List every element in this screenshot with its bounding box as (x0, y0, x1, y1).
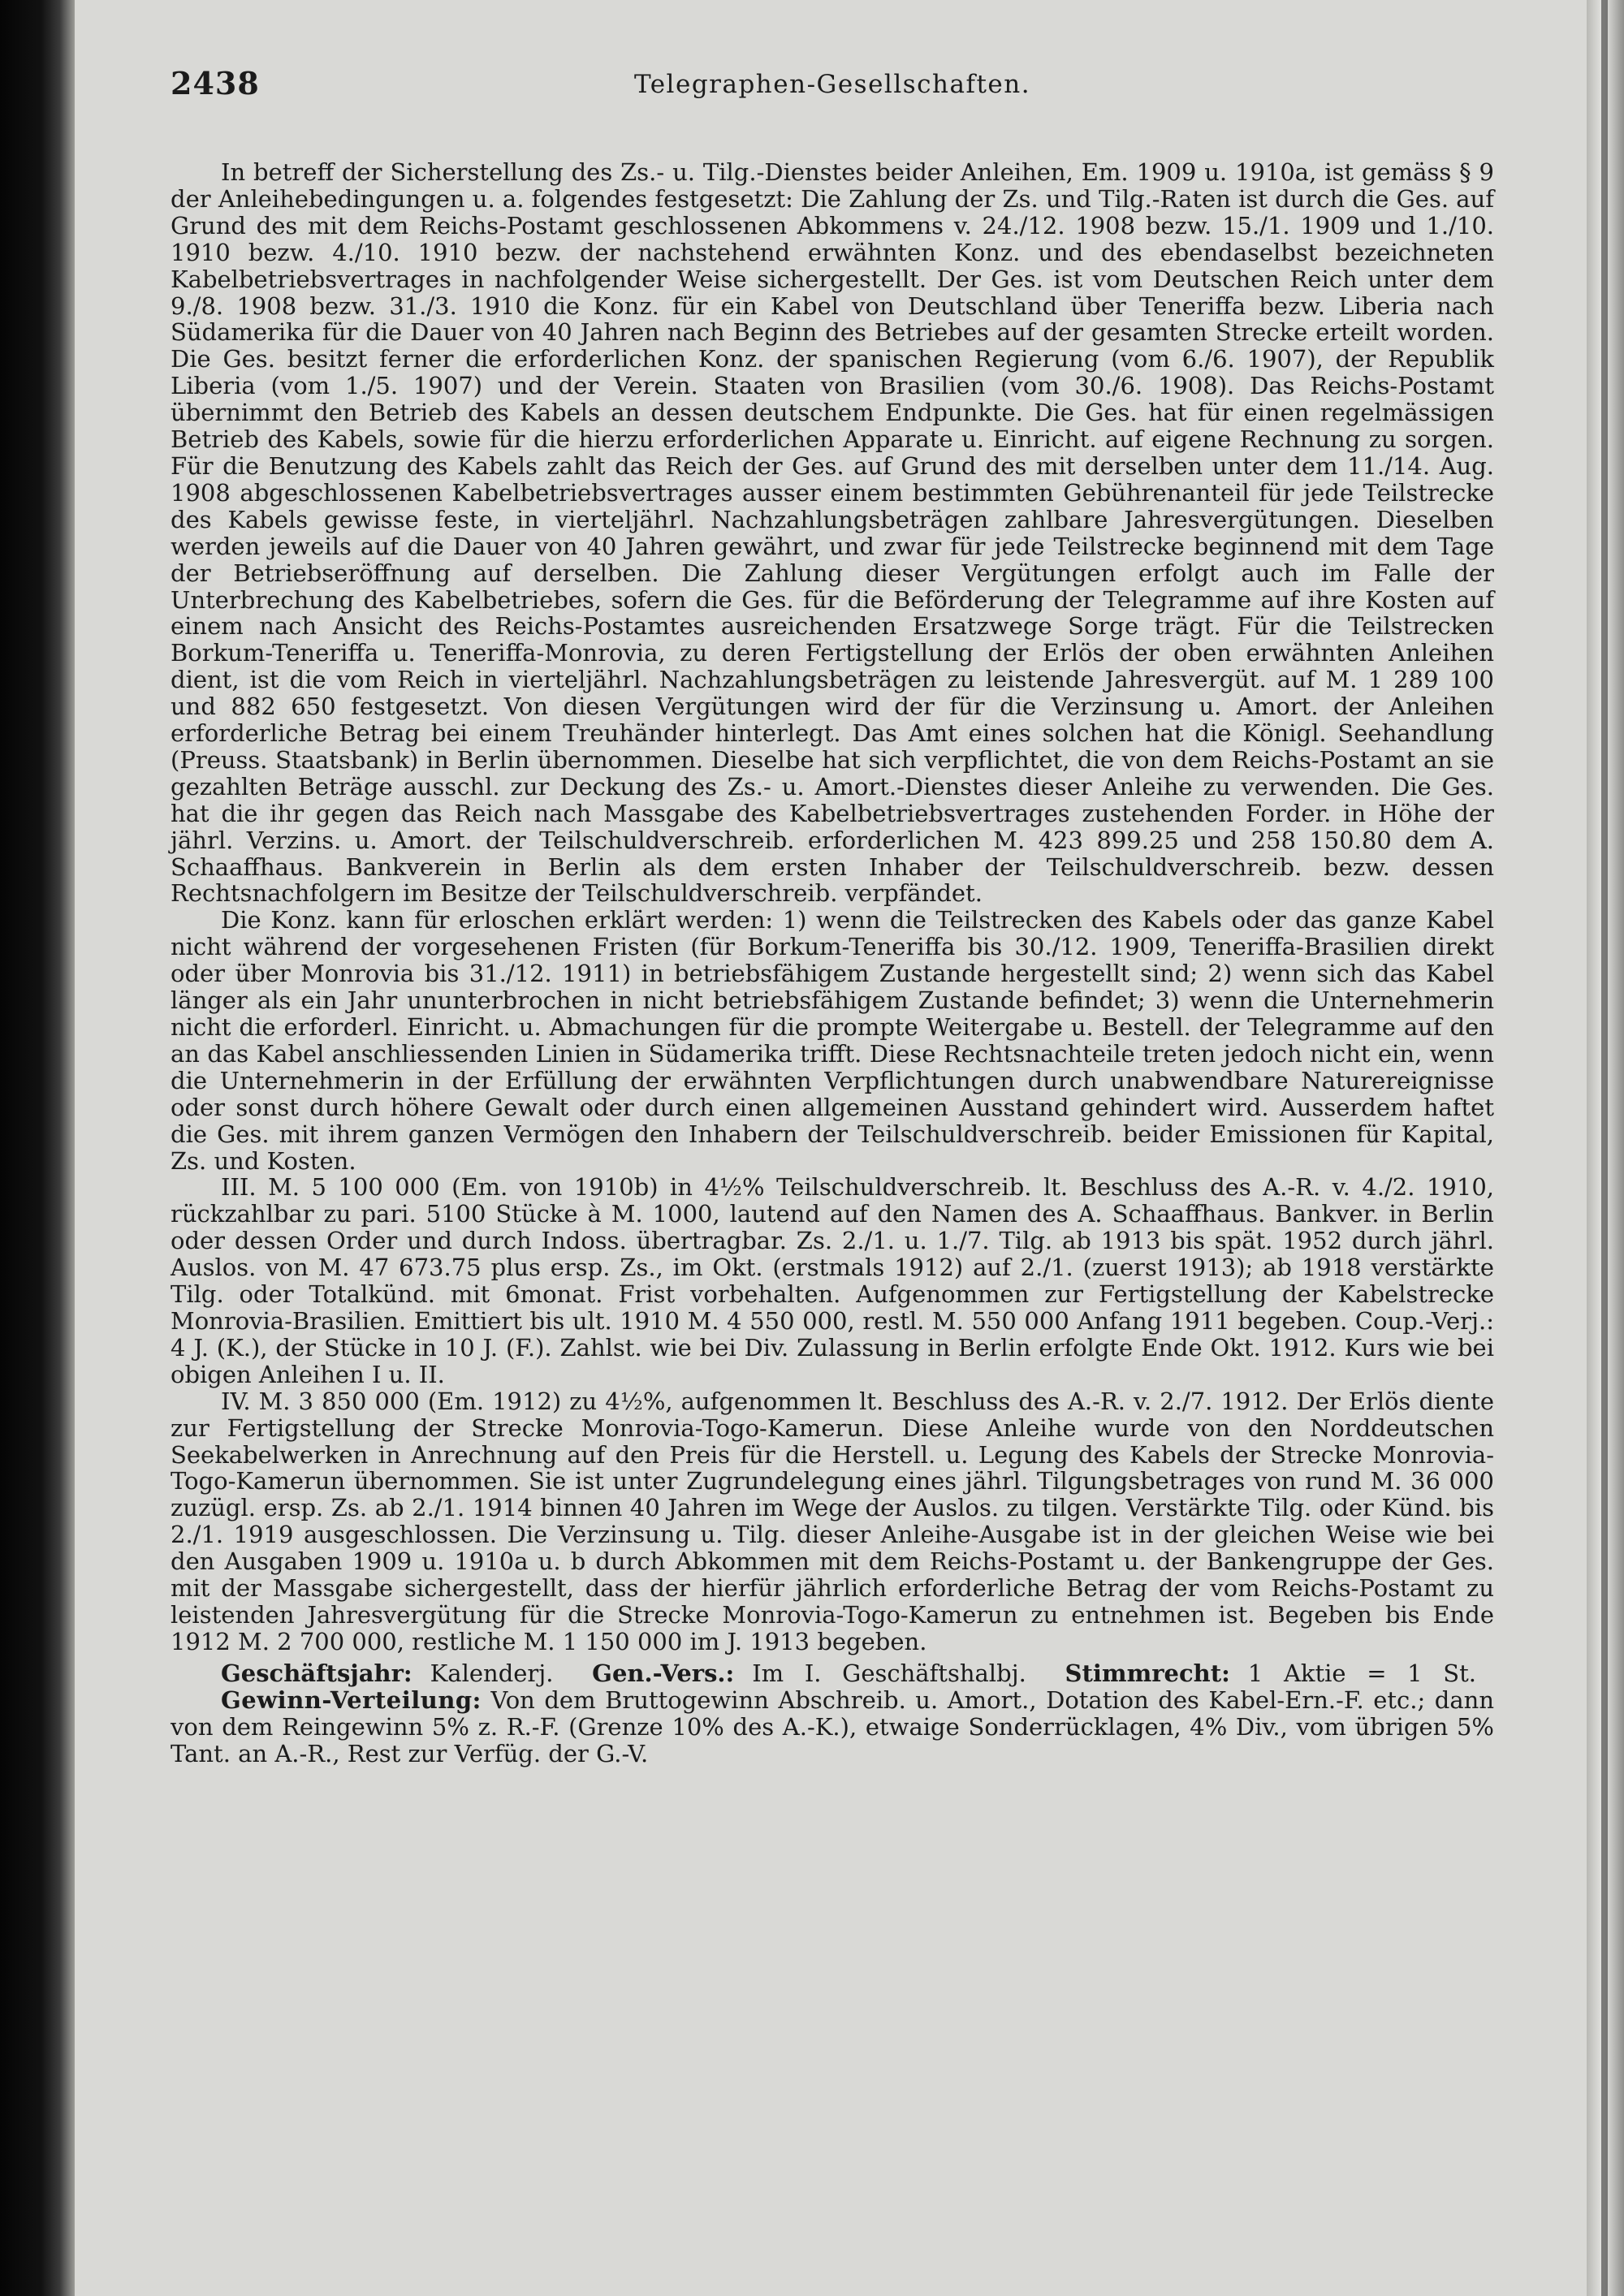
running-head (171, 65, 1494, 114)
gewinn-verteilung (171, 1687, 1494, 1767)
paragraph-anleihe-iv: IV. M. 3 850 000 (Em. 1912) zu 4½%, aufgenommen lt. Beschluss des A.-R. v. 2./7. 1912. Der Erlös diente zur Fertigstellung der Strecke Monrovia-Togo-Kamerun. Diese Anleihe wurde von den Norddeutschen Seekabelwerken in Anrechnung auf den Preis für die Herstell. u. Legung des Kabels der Strecke Monrovia-Togo-Kamerun übernommen. Sie ist unter Zugrundelegung eines jährl. Tilgungsbetrages von rund M. 36 000 zuzügl. ersp. Zs. ab 2./1. 1914 binnen 40 Jahren im Wege der Auslos. zu tilgen. Verstärkte Tilg. oder Künd. bis 2./1. 1919 ausgeschlossen. Die Verzinsung u. Tilg. dieser Anleihe-Ausgabe ist in der gleichen Weise wie bei den Ausgaben 1909 u. 1910a u. b durch Abkommen mit dem Reichs-Postamt u. der Bankengruppe der Ges. mit der Massgabe sichergestellt, dass der hierfür jährlich erforderliche Betrag der vom Reichs-Postamt zu leistenden Jahresvergütung für die Strecke Monrovia-Togo-Kamerun zu entnehmen ist. Begeben bis Ende 1912 M. 2 700 000, restliche M. 1 150 000 im J. 1913 begeben. (171, 1387, 1494, 1655)
running-title: Telegraphen-Gesellschaften. (633, 70, 1031, 99)
document-page (171, 65, 1494, 1767)
geschaeftsjahr-value: Kalenderj. (430, 1659, 554, 1687)
scan-binding-shadow (0, 0, 75, 2296)
stimmrecht-label: Stimmrecht: (1065, 1659, 1230, 1687)
paragraph-sicherstellung: In betreff der Sicherstellung des Zs.- u. Tilg.-Dienstes beider Anleihen, Em. 1909 u. 1910a, ist gemäss § 9 der Anleihebedingungen u. a. folgendes festgesetzt: Die Zahlung der Zs. und Tilg.-Raten ist durch die Ges. auf Grund des mit dem Reichs-Postamt geschlossenen Abkommens v. 24./12. 1908 bezw. 15./1. 1909 und 1./10. 1910 bezw. 4./10. 1910 bezw. der nachstehend erwähnten Konz. und des ebendaselbst bezeichneten Kabelbetriebsvertrages in nachfolgender Weise sichergestellt. Der Ges. ist vom Deutschen Reich unter dem 9./8. 1908 bezw. 31./3. 1910 die Konz. für ein Kabel von Deutschland über Teneriffa bezw. Liberia nach Südamerika für die Dauer von 40 Jahren nach Beginn des Betriebes auf der gesamten Strecke erteilt worden. Die Ges. besitzt ferner die erforderlichen Konz. der spanischen Regierung (vom 6./6. 1907), der Republik Liberia (vom 1./5. 1907) und der Verein. Staaten von Brasilien (vom 30./6. 1908). Das Reichs-Postamt übernimmt den Betrieb des Kabels an dessen deutschem Endpunkte. Die Ges. hat für einen regelmässigen Betrieb des Kabels, sowie für die hierzu erforderlichen Apparate u. Einricht. auf eigene Rechnung zu sorgen. Für die Benutzung des Kabels zahlt das Reich der Ges. auf Grund des mit derselben unter dem 11./14. Aug. 1908 abgeschlossenen Kabelbetriebsvertrages ausser einem bestimmten Gebührenanteil für jede Teilstrecke des Kabels gewisse feste, in vierteljährl. Nachzahlungsbeträgen zahlbare Jahresvergütungen. Dieselben werden jeweils auf die Dauer von 40 Jahren gewährt, und zwar für jede Teilstrecke beginnend mit dem Tage der Betriebseröffnung auf derselben. Die Zahlung dieser Vergütungen erfolgt auch im Falle der Unterbrechung des Kabelbetriebes, sofern die Ges. für die Beförderung der Telegramme auf ihre Kosten auf einem nach Ansicht des Reichs-Postamtes ausreichenden Ersatzwege Sorge trägt. Für die Teilstrecken Borkum-Teneriffa u. Teneriffa-Monrovia, zu deren Fertigstellung der Erlös der oben erwähnten Anleihen dient, ist die vom Reich in vierteljährl. Nachzahlungsbeträgen zu leistende Jahresvergüt. auf M. 1 289 100 und 882 650 festgesetzt. Von diesen Vergütungen wird der für die Verzinsung u. Amort. der Anleihen erforderliche Betrag bei einem Treuhänder hinterlegt. Das Amt eines solchen hat die Königl. Seehandlung (Preuss. Staatsbank) in Berlin übernommen. Dieselbe hat sich verpflichtet, die von dem Reichs-Postamt an sie gezahlten Beträge ausschl. zur Deckung des Zs.- u. Amort.-Dienstes dieser Anleihe zu verwenden. Die Ges. hat die ihr gegen das Reich nach Massgabe des Kabelbetriebsvertrages zustehenden Forder. in Höhe der jährl. Verzins. u. Amort. der Teilschuldverschreib. erforderlichen M. 423 899.25 und 258 150.80 dem A. Schaaffhaus. Bankverein in Berlin als dem ersten Inhaber der Teilschuldverschreib. bezw. dessen Rechtsnachfolgern im Besitze der Teilschuldverschreib. verpfändet. (171, 158, 1494, 908)
page-number: 2438 (171, 65, 260, 101)
scan-right-edge-line (1601, 0, 1608, 2296)
geschaeftsjahr-label: Geschäftsjahr: (221, 1659, 412, 1687)
paragraph-konzession: Die Konz. kann für erloschen erklärt werden: 1) wenn die Teilstrecken des Kabels oder das ganze Kabel nicht während der vorgesehenen Fristen (für Borkum-Teneriffa bis 30./12. 1909, Teneriffa-Brasilien direkt oder über Monrovia bis 31./12. 1911) in betriebsfähigem Zustande hergestellt sind; 2) wenn sich das Kabel länger als ein Jahr ununterbrochen in nicht betriebsfähigem Zustande befindet; 3) wenn die Unternehmerin nicht die erforderl. Einricht. u. Abmachungen für die prompte Weitergabe u. Bestell. der Telegramme auf den an das Kabel anschliessenden Linien in Südamerika trifft. Diese Rechtsnachteile treten jedoch nicht ein, wenn die Unternehmerin in der Erfüllung der erwähnten Verpflichtungen durch unabwendbare Naturereignisse oder sonst durch höhere Gewalt oder durch einen allgemeinen Ausstand gehindert wird. Ausserdem haftet die Ges. mit ihrem ganzen Vermögen den Inhabern der Teilschuldverschreib. beider Emissionen für Kapital, Zs. und Kosten. (171, 906, 1494, 1175)
gewinn-value: Von dem Bruttogewinn Abschreib. u. Amort., Dotation des Kabel-Ern.-F. etc.; dann von dem Reingewinn 5% z. R.-F. (Grenze 10% des A.-K.), etwaige Sonderrücklagen, 4% Div., vom übrigen 5% Tant. an A.-R., Rest zur Verfüg. der G.-V. (171, 1685, 1494, 1767)
genvers-label: Gen.-Vers.: (592, 1659, 735, 1687)
gewinn-label: Gewinn-Verteilung: (221, 1685, 482, 1714)
genvers-value: Im I. Geschäftshalbj. (752, 1659, 1026, 1687)
company-facts-line (171, 1660, 1494, 1687)
paragraph-anleihe-iii: III. M. 5 100 000 (Em. von 1910b) in 4½% Teilschuldverschreib. lt. Beschluss des A.-R. v. 4./2. 1910, rückzahlbar zu pari. 5100 Stücke à M. 1000, lautend auf den Namen des A. Schaaffhaus. Bankver. in Berlin oder dessen Order und durch Indoss. übertragbar. Zs. 2./1. u. 1./7. Tilg. ab 1913 bis spät. 1952 durch jährl. Auslos. von M. 47 673.75 plus ersp. Zs., im Okt. (erstmals 1912) auf 2./1. (zuerst 1913); ab 1918 verstärkte Tilg. oder Totalkünd. mit 6monat. Frist vorbehalten. Aufgenommen zur Fertigstellung der Kabelstrecke Monrovia-Brasilien. Emittiert bis ult. 1910 M. 4 550 000, restl. M. 550 000 Anfang 1911 begeben. Coup.-Verj.: 4 J. (K.), der Stücke in 10 J. (F.). Zahlst. wie bei Div. Zulassung in Berlin erfolgte Ende Okt. 1912. Kurs wie bei obigen Anleihen I u. II. (171, 1173, 1494, 1388)
stimmrecht-value: 1 Aktie = 1 St. (1247, 1659, 1477, 1687)
